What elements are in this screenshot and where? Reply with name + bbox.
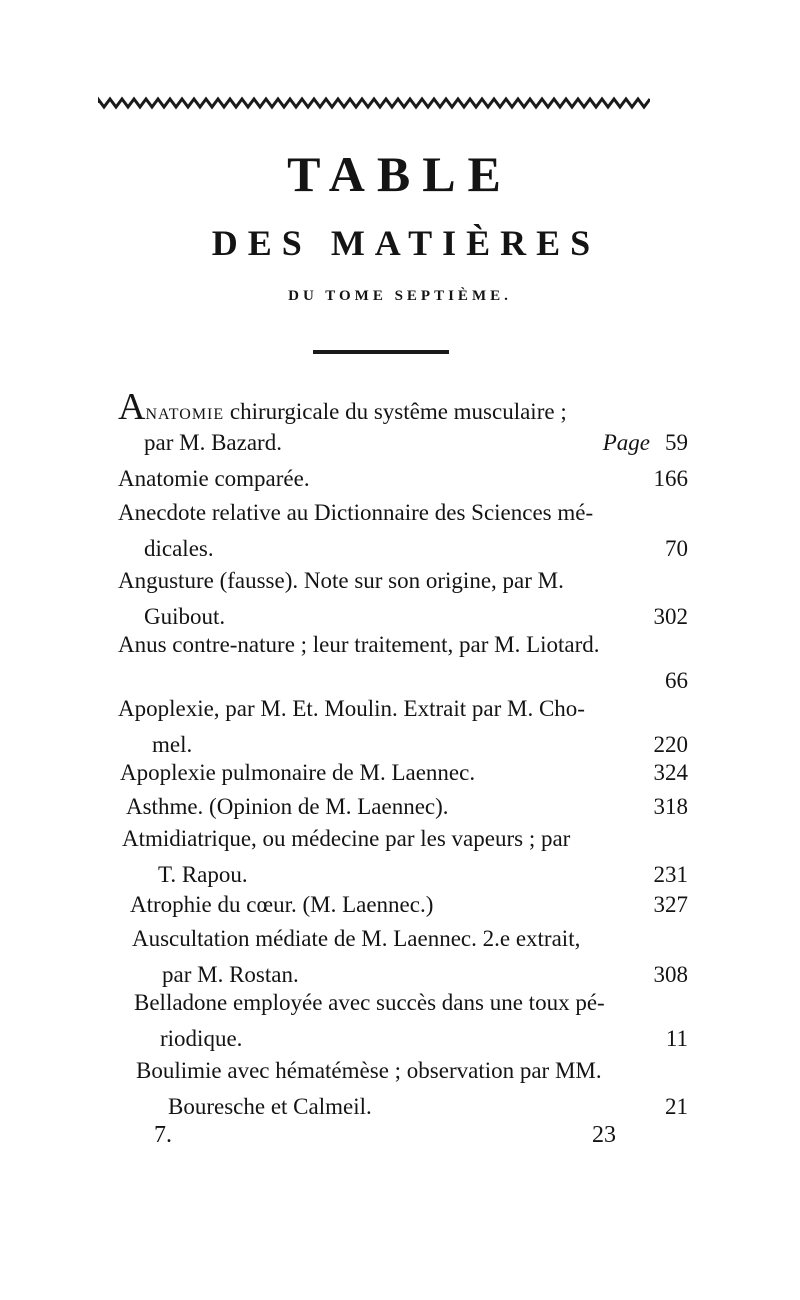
page-number: 231 (653, 862, 688, 887)
page-number: 318 (653, 794, 688, 819)
entry-text: dicales. (144, 536, 214, 561)
divider-rule (313, 350, 449, 354)
entry-text: T. Rapou. (158, 862, 248, 887)
toc-entry-atrophie (0, 888, 800, 924)
entry-smallcaps: natomie (145, 399, 225, 424)
entry-text: Anecdote relative au Dictionnaire des Sciences mé- (118, 500, 594, 525)
title-table: TABLE (287, 146, 513, 202)
toc-entry-boulimie (0, 1054, 800, 1126)
entry-text: Auscultation médiate de M. Laennec. 2.e extrait, (132, 926, 581, 951)
toc-entry-anatomie-comparee (0, 462, 800, 498)
entry-text: mel. (152, 732, 193, 757)
page-number: 11 (665, 1026, 688, 1051)
toc-entry-apoplexie (0, 692, 800, 764)
page-number: 308 (653, 962, 688, 987)
entry-text: Apoplexie pulmonaire de M. Laennec. (120, 760, 476, 785)
entry-text: Boulimie avec hématémèse ; observation par MM. (136, 1058, 602, 1083)
page-number: 324 (653, 760, 688, 785)
page-number: 327 (653, 892, 688, 917)
page-number: 21 (665, 1094, 688, 1119)
entry-line (118, 386, 567, 429)
toc-entry-belladone (0, 986, 800, 1058)
folio-number: 23 (592, 1122, 616, 1148)
toc-entry-auscultation (0, 922, 800, 994)
toc-entry-angusture (0, 564, 800, 636)
entry-text: Atmidiatrique, ou médecine par les vapeurs ; par (122, 826, 571, 851)
entry-text: Belladone employée avec succès dans une toux pé- (134, 990, 605, 1015)
entry-text: par M. Bazard. (144, 430, 282, 455)
page-label: Page (602, 430, 650, 455)
signature-mark: 7. (154, 1122, 172, 1148)
entry-text: Angusture (fausse). Note sur son origine, par M. (118, 568, 564, 593)
entry-text: chirurgicale du systême musculaire ; (224, 399, 567, 424)
toc-entry-atmidiatrique (0, 822, 800, 894)
entry-text: Atrophie du cœur. (M. Laennec.) (130, 892, 434, 917)
page-number: 66 (665, 668, 688, 693)
toc-entry-anatomie-chirurgicale (0, 386, 800, 462)
entry-text: Anus contre-nature ; leur traitement, par M. Liotard. (118, 632, 600, 657)
entry-text: Bouresche et Calmeil. (168, 1094, 372, 1119)
decorative-rule-ornament (98, 96, 650, 110)
toc-entry-anus (0, 628, 800, 700)
entry-text: riodique. (160, 1026, 243, 1051)
page-number: 59 (665, 430, 688, 455)
page-number: 166 (653, 466, 688, 491)
drop-letter: A (118, 386, 146, 428)
page-number: 302 (653, 604, 688, 629)
entry-text: Guibout. (144, 604, 226, 629)
page-number: 70 (665, 536, 688, 561)
entry-text: Anatomie comparée. (118, 466, 310, 491)
toc-entry-apoplexie-pulmonaire (0, 756, 800, 792)
toc-entry-asthme (0, 790, 800, 826)
entry-text: Asthme. (Opinion de M. Laennec). (126, 794, 449, 819)
page-number: 220 (653, 732, 688, 757)
title-volume: DU TOME SEPTIÈME. (288, 288, 512, 304)
entry-text: Apoplexie, par M. Et. Moulin. Extrait par M. Cho- (118, 696, 585, 721)
title-des-matieres: DES MATIÈRES (211, 223, 601, 263)
toc-entry-anecdote (0, 496, 800, 568)
entry-text: par M. Rostan. (162, 962, 299, 987)
